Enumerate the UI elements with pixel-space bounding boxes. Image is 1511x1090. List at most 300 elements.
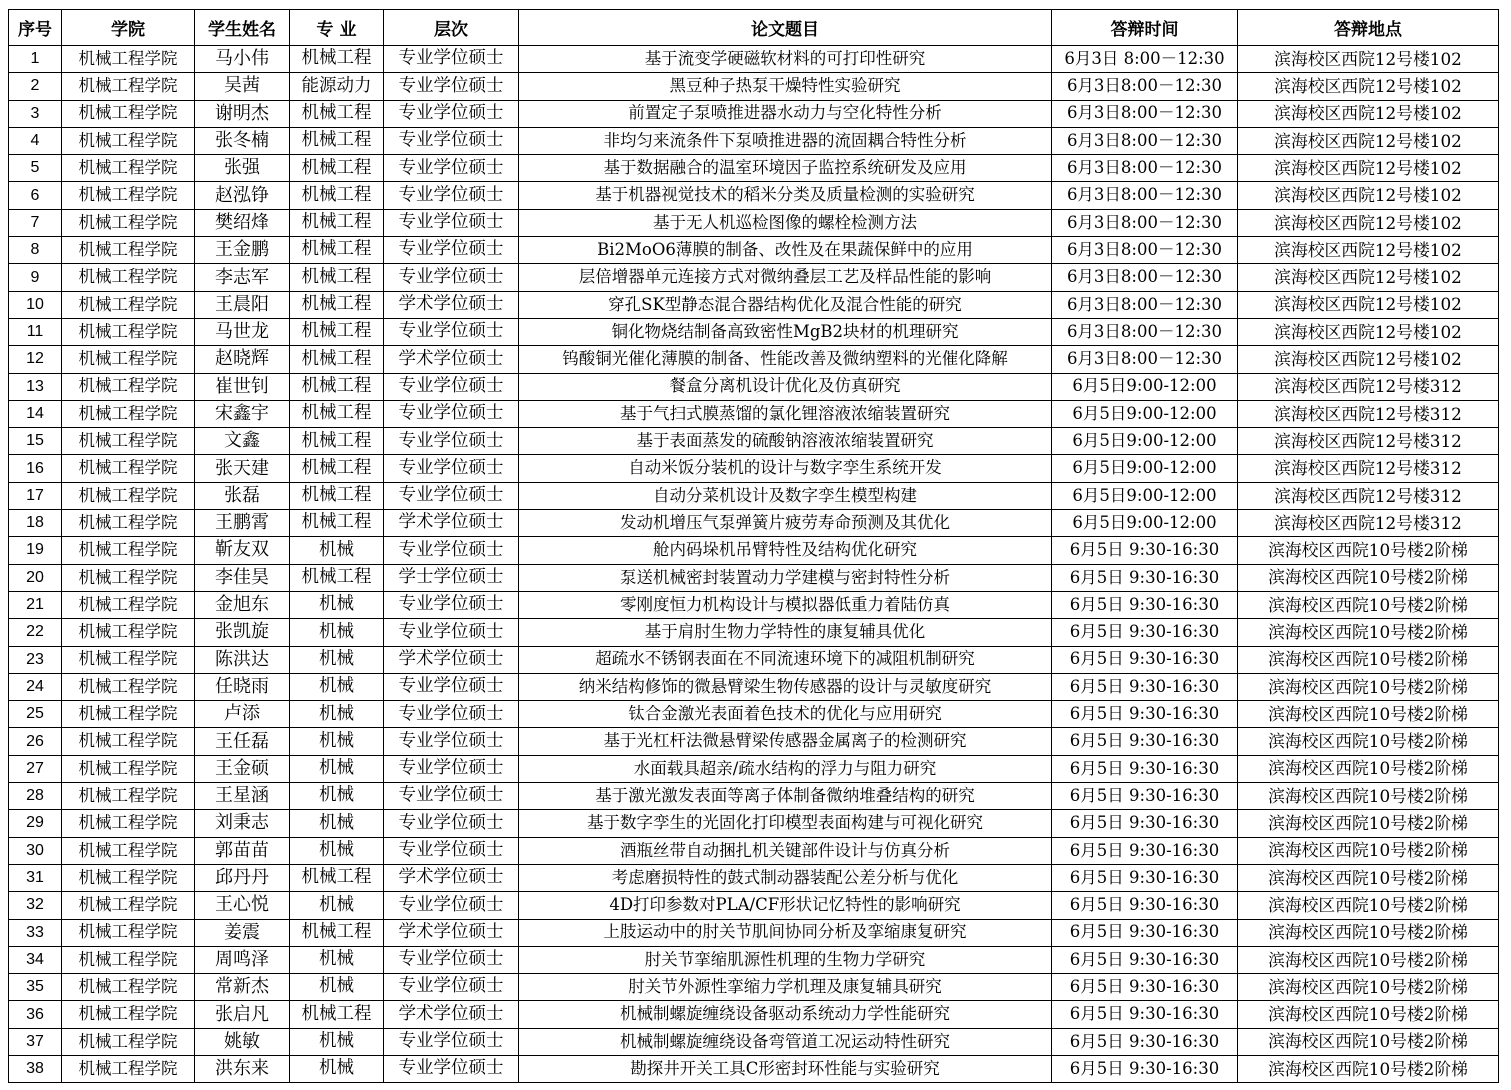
cell-defense-place: 滨海校区西院10号楼2阶梯 xyxy=(1238,701,1499,728)
cell-defense-time: 6月3日8:00－12:30 xyxy=(1052,73,1238,100)
cell-defense-time: 6月3日8:00－12:30 xyxy=(1052,237,1238,264)
cell-defense-place: 滨海校区西院10号楼2阶梯 xyxy=(1238,1001,1499,1028)
cell-level: 专业学位硕士 xyxy=(384,428,519,455)
cell-defense-place: 滨海校区西院10号楼2阶梯 xyxy=(1238,619,1499,646)
cell-college: 机械工程学院 xyxy=(62,728,195,755)
cell-college: 机械工程学院 xyxy=(62,1028,195,1055)
cell-defense-place: 滨海校区西院12号楼312 xyxy=(1238,400,1499,427)
header-place: 答辩地点 xyxy=(1238,10,1499,46)
cell-defense-time: 6月3日8:00－12:30 xyxy=(1052,100,1238,127)
cell-major: 机械 xyxy=(290,837,384,864)
cell-defense-place: 滨海校区西院12号楼102 xyxy=(1238,73,1499,100)
cell-seq: 22 xyxy=(9,619,62,646)
cell-major: 机械工程 xyxy=(290,46,384,73)
cell-level: 专业学位硕士 xyxy=(384,318,519,345)
cell-defense-place: 滨海校区西院10号楼2阶梯 xyxy=(1238,864,1499,891)
cell-student-name: 马世龙 xyxy=(195,318,290,345)
cell-major: 机械工程 xyxy=(290,919,384,946)
cell-seq: 28 xyxy=(9,783,62,810)
cell-defense-time: 6月3日8:00－12:30 xyxy=(1052,155,1238,182)
cell-thesis-title: 发动机增压气泵弹簧片疲劳寿命预测及其优化 xyxy=(519,510,1052,537)
cell-thesis-title: 基于数据融合的温室环境因子监控系统研发及应用 xyxy=(519,155,1052,182)
table-row xyxy=(9,1028,1499,1055)
table-row xyxy=(9,455,1499,482)
cell-student-name: 王任磊 xyxy=(195,728,290,755)
table-row xyxy=(9,428,1499,455)
cell-defense-time: 6月3日8:00－12:30 xyxy=(1052,127,1238,154)
cell-level: 专业学位硕士 xyxy=(384,482,519,509)
cell-college: 机械工程学院 xyxy=(62,291,195,318)
cell-seq: 21 xyxy=(9,591,62,618)
header-name: 学生姓名 xyxy=(195,10,290,46)
table-row xyxy=(9,182,1499,209)
cell-student-name: 樊绍烽 xyxy=(195,209,290,236)
cell-thesis-title: 勘探井开关工具C形密封环性能与实验研究 xyxy=(519,1055,1052,1082)
cell-major: 机械 xyxy=(290,728,384,755)
table-row xyxy=(9,619,1499,646)
cell-college: 机械工程学院 xyxy=(62,127,195,154)
cell-defense-time: 6月5日9:00-12:00 xyxy=(1052,373,1238,400)
cell-level: 学术学位硕士 xyxy=(384,1001,519,1028)
cell-thesis-title: 钛合金激光表面着色技术的优化与应用研究 xyxy=(519,701,1052,728)
cell-level: 专业学位硕士 xyxy=(384,810,519,837)
header-college: 学院 xyxy=(62,10,195,46)
cell-major: 能源动力 xyxy=(290,73,384,100)
cell-major: 机械工程 xyxy=(290,400,384,427)
cell-college: 机械工程学院 xyxy=(62,646,195,673)
cell-level: 专业学位硕士 xyxy=(384,892,519,919)
table-row xyxy=(9,810,1499,837)
cell-defense-place: 滨海校区西院10号楼2阶梯 xyxy=(1238,728,1499,755)
cell-level: 专业学位硕士 xyxy=(384,73,519,100)
cell-seq: 24 xyxy=(9,673,62,700)
cell-seq: 11 xyxy=(9,318,62,345)
cell-level: 专业学位硕士 xyxy=(384,209,519,236)
cell-college: 机械工程学院 xyxy=(62,755,195,782)
cell-defense-place: 滨海校区西院10号楼2阶梯 xyxy=(1238,783,1499,810)
cell-thesis-title: 基于表面蒸发的硫酸钠溶液浓缩装置研究 xyxy=(519,428,1052,455)
table-row xyxy=(9,482,1499,509)
cell-student-name: 靳友双 xyxy=(195,537,290,564)
cell-major: 机械工程 xyxy=(290,455,384,482)
cell-thesis-title: 非均匀来流条件下泵喷推进器的流固耦合特性分析 xyxy=(519,127,1052,154)
cell-level: 专业学位硕士 xyxy=(384,537,519,564)
cell-level: 专业学位硕士 xyxy=(384,673,519,700)
cell-level: 学术学位硕士 xyxy=(384,646,519,673)
cell-thesis-title: 肘关节挛缩肌源性机理的生物力学研究 xyxy=(519,946,1052,973)
cell-level: 学术学位硕士 xyxy=(384,291,519,318)
cell-student-name: 邱丹丹 xyxy=(195,864,290,891)
cell-student-name: 王晨阳 xyxy=(195,291,290,318)
table-row xyxy=(9,510,1499,537)
cell-college: 机械工程学院 xyxy=(62,1001,195,1028)
cell-student-name: 宋鑫宇 xyxy=(195,400,290,427)
table-row xyxy=(9,318,1499,345)
header-title: 论文题目 xyxy=(519,10,1052,46)
cell-student-name: 姜震 xyxy=(195,919,290,946)
cell-defense-time: 6月3日8:00－12:30 xyxy=(1052,264,1238,291)
cell-major: 机械 xyxy=(290,783,384,810)
cell-thesis-title: 零刚度恒力机构设计与模拟器低重力着陆仿真 xyxy=(519,591,1052,618)
cell-major: 机械工程 xyxy=(290,564,384,591)
cell-thesis-title: 4D打印参数对PLA/CF形状记忆特性的影响研究 xyxy=(519,892,1052,919)
table-row xyxy=(9,728,1499,755)
cell-defense-place: 滨海校区西院12号楼312 xyxy=(1238,428,1499,455)
cell-level: 专业学位硕士 xyxy=(384,755,519,782)
cell-thesis-title: 纳米结构修饰的微悬臂梁生物传感器的设计与灵敏度研究 xyxy=(519,673,1052,700)
cell-seq: 7 xyxy=(9,209,62,236)
table-row xyxy=(9,755,1499,782)
cell-thesis-title: Bi2MoO6薄膜的制备、改性及在果蔬保鲜中的应用 xyxy=(519,237,1052,264)
cell-defense-place: 滨海校区西院12号楼102 xyxy=(1238,155,1499,182)
cell-student-name: 张凯旋 xyxy=(195,619,290,646)
cell-student-name: 张天建 xyxy=(195,455,290,482)
table-row xyxy=(9,237,1499,264)
cell-defense-time: 6月5日 9:30-16:30 xyxy=(1052,974,1238,1001)
cell-defense-time: 6月5日 9:30-16:30 xyxy=(1052,837,1238,864)
cell-level: 专业学位硕士 xyxy=(384,1055,519,1082)
cell-college: 机械工程学院 xyxy=(62,209,195,236)
cell-thesis-title: 基于数字孪生的光固化打印模型表面构建与可视化研究 xyxy=(519,810,1052,837)
cell-student-name: 姚敏 xyxy=(195,1028,290,1055)
cell-defense-place: 滨海校区西院10号楼2阶梯 xyxy=(1238,974,1499,1001)
cell-thesis-title: 钨酸铜光催化薄膜的制备、性能改善及微纳塑料的光催化降解 xyxy=(519,346,1052,373)
cell-college: 机械工程学院 xyxy=(62,182,195,209)
cell-student-name: 王心悦 xyxy=(195,892,290,919)
cell-defense-place: 滨海校区西院10号楼2阶梯 xyxy=(1238,919,1499,946)
cell-defense-time: 6月5日9:00-12:00 xyxy=(1052,400,1238,427)
cell-defense-place: 滨海校区西院10号楼2阶梯 xyxy=(1238,810,1499,837)
table-row xyxy=(9,946,1499,973)
cell-major: 机械 xyxy=(290,810,384,837)
cell-level: 专业学位硕士 xyxy=(384,701,519,728)
cell-college: 机械工程学院 xyxy=(62,46,195,73)
table-row xyxy=(9,373,1499,400)
cell-major: 机械 xyxy=(290,974,384,1001)
cell-major: 机械 xyxy=(290,646,384,673)
cell-college: 机械工程学院 xyxy=(62,591,195,618)
cell-defense-time: 6月5日 9:30-16:30 xyxy=(1052,619,1238,646)
cell-defense-time: 6月5日 9:30-16:30 xyxy=(1052,673,1238,700)
cell-level: 专业学位硕士 xyxy=(384,127,519,154)
table-row xyxy=(9,127,1499,154)
cell-defense-place: 滨海校区西院10号楼2阶梯 xyxy=(1238,673,1499,700)
cell-student-name: 陈洪达 xyxy=(195,646,290,673)
cell-major: 机械 xyxy=(290,946,384,973)
cell-defense-place: 滨海校区西院10号楼2阶梯 xyxy=(1238,1028,1499,1055)
cell-thesis-title: 基于无人机巡检图像的螺栓检测方法 xyxy=(519,209,1052,236)
cell-defense-time: 6月5日 9:30-16:30 xyxy=(1052,864,1238,891)
cell-student-name: 金旭东 xyxy=(195,591,290,618)
cell-defense-place: 滨海校区西院10号楼2阶梯 xyxy=(1238,646,1499,673)
cell-level: 专业学位硕士 xyxy=(384,946,519,973)
cell-defense-place: 滨海校区西院12号楼102 xyxy=(1238,318,1499,345)
cell-defense-time: 6月3日8:00－12:30 xyxy=(1052,346,1238,373)
table-row xyxy=(9,46,1499,73)
cell-student-name: 张启凡 xyxy=(195,1001,290,1028)
cell-defense-place: 滨海校区西院12号楼312 xyxy=(1238,455,1499,482)
cell-level: 专业学位硕士 xyxy=(384,182,519,209)
cell-college: 机械工程学院 xyxy=(62,919,195,946)
cell-thesis-title: 水面载具超亲/疏水结构的浮力与阻力研究 xyxy=(519,755,1052,782)
cell-seq: 2 xyxy=(9,73,62,100)
cell-seq: 6 xyxy=(9,182,62,209)
cell-student-name: 文鑫 xyxy=(195,428,290,455)
table-row xyxy=(9,264,1499,291)
cell-seq: 33 xyxy=(9,919,62,946)
cell-thesis-title: 舱内码垛机吊臂特性及结构优化研究 xyxy=(519,537,1052,564)
cell-college: 机械工程学院 xyxy=(62,1055,195,1082)
cell-college: 机械工程学院 xyxy=(62,264,195,291)
cell-student-name: 常新杰 xyxy=(195,974,290,1001)
cell-student-name: 卢添 xyxy=(195,701,290,728)
cell-major: 机械 xyxy=(290,892,384,919)
table-row xyxy=(9,346,1499,373)
cell-student-name: 周鸣泽 xyxy=(195,946,290,973)
cell-seq: 25 xyxy=(9,701,62,728)
cell-thesis-title: 基于机器视觉技术的稻米分类及质量检测的实验研究 xyxy=(519,182,1052,209)
cell-thesis-title: 机械制螺旋缠绕设备弯管道工况运动特性研究 xyxy=(519,1028,1052,1055)
cell-seq: 12 xyxy=(9,346,62,373)
cell-level: 专业学位硕士 xyxy=(384,1028,519,1055)
cell-major: 机械 xyxy=(290,591,384,618)
cell-major: 机械 xyxy=(290,537,384,564)
cell-college: 机械工程学院 xyxy=(62,346,195,373)
cell-student-name: 赵晓辉 xyxy=(195,346,290,373)
table-row xyxy=(9,974,1499,1001)
table-row xyxy=(9,783,1499,810)
cell-defense-place: 滨海校区西院12号楼102 xyxy=(1238,264,1499,291)
cell-major: 机械工程 xyxy=(290,864,384,891)
cell-seq: 36 xyxy=(9,1001,62,1028)
cell-thesis-title: 肘关节外源性挛缩力学机理及康复辅具研究 xyxy=(519,974,1052,1001)
cell-student-name: 张磊 xyxy=(195,482,290,509)
cell-defense-place: 滨海校区西院10号楼2阶梯 xyxy=(1238,537,1499,564)
cell-defense-place: 滨海校区西院12号楼102 xyxy=(1238,182,1499,209)
cell-level: 专业学位硕士 xyxy=(384,455,519,482)
cell-student-name: 王星涵 xyxy=(195,783,290,810)
cell-level: 专业学位硕士 xyxy=(384,974,519,1001)
cell-college: 机械工程学院 xyxy=(62,701,195,728)
cell-level: 学术学位硕士 xyxy=(384,346,519,373)
cell-defense-time: 6月5日9:00-12:00 xyxy=(1052,428,1238,455)
cell-seq: 23 xyxy=(9,646,62,673)
cell-seq: 14 xyxy=(9,400,62,427)
cell-level: 学术学位硕士 xyxy=(384,919,519,946)
cell-seq: 8 xyxy=(9,237,62,264)
cell-thesis-title: 机械制螺旋缠绕设备驱动系统动力学性能研究 xyxy=(519,1001,1052,1028)
cell-seq: 37 xyxy=(9,1028,62,1055)
table-body xyxy=(9,46,1499,1083)
cell-student-name: 王鹏霄 xyxy=(195,510,290,537)
cell-seq: 38 xyxy=(9,1055,62,1082)
cell-defense-time: 6月5日 9:30-16:30 xyxy=(1052,919,1238,946)
cell-college: 机械工程学院 xyxy=(62,673,195,700)
cell-level: 专业学位硕士 xyxy=(384,237,519,264)
cell-level: 专业学位硕士 xyxy=(384,783,519,810)
cell-level: 学术学位硕士 xyxy=(384,864,519,891)
cell-college: 机械工程学院 xyxy=(62,783,195,810)
cell-defense-time: 6月3日8:00－12:30 xyxy=(1052,182,1238,209)
cell-defense-time: 6月3日8:00－12:30 xyxy=(1052,291,1238,318)
cell-seq: 32 xyxy=(9,892,62,919)
table-row xyxy=(9,892,1499,919)
cell-defense-time: 6月5日 9:30-16:30 xyxy=(1052,701,1238,728)
cell-thesis-title: 自动分菜机设计及数字孪生模型构建 xyxy=(519,482,1052,509)
table-row xyxy=(9,701,1499,728)
cell-college: 机械工程学院 xyxy=(62,810,195,837)
table-row xyxy=(9,673,1499,700)
cell-thesis-title: 前置定子泵喷推进器水动力与空化特性分析 xyxy=(519,100,1052,127)
cell-student-name: 李佳昊 xyxy=(195,564,290,591)
cell-major: 机械工程 xyxy=(290,100,384,127)
defense-schedule-table xyxy=(8,9,1499,1083)
cell-major: 机械工程 xyxy=(290,155,384,182)
cell-college: 机械工程学院 xyxy=(62,318,195,345)
cell-major: 机械 xyxy=(290,1055,384,1082)
cell-level: 专业学位硕士 xyxy=(384,264,519,291)
cell-college: 机械工程学院 xyxy=(62,155,195,182)
cell-thesis-title: 基于气扫式膜蒸馏的氯化锂溶液浓缩装置研究 xyxy=(519,400,1052,427)
cell-seq: 1 xyxy=(9,46,62,73)
table-row xyxy=(9,155,1499,182)
cell-level: 专业学位硕士 xyxy=(384,728,519,755)
cell-student-name: 吴茜 xyxy=(195,73,290,100)
cell-major: 机械工程 xyxy=(290,264,384,291)
cell-level: 专业学位硕士 xyxy=(384,155,519,182)
cell-college: 机械工程学院 xyxy=(62,373,195,400)
cell-thesis-title: 铜化物烧结制备高致密性MgB2块材的机理研究 xyxy=(519,318,1052,345)
cell-seq: 13 xyxy=(9,373,62,400)
header-major: 专 业 xyxy=(290,10,384,46)
cell-defense-time: 6月5日 9:30-16:30 xyxy=(1052,946,1238,973)
cell-seq: 19 xyxy=(9,537,62,564)
cell-defense-time: 6月5日 9:30-16:30 xyxy=(1052,810,1238,837)
table-row xyxy=(9,73,1499,100)
cell-seq: 10 xyxy=(9,291,62,318)
cell-college: 机械工程学院 xyxy=(62,455,195,482)
cell-defense-time: 6月5日9:00-12:00 xyxy=(1052,455,1238,482)
table-header xyxy=(9,10,1499,46)
table-row xyxy=(9,646,1499,673)
cell-defense-time: 6月5日 9:30-16:30 xyxy=(1052,1001,1238,1028)
cell-college: 机械工程学院 xyxy=(62,100,195,127)
cell-defense-time: 6月5日 9:30-16:30 xyxy=(1052,564,1238,591)
cell-seq: 3 xyxy=(9,100,62,127)
cell-major: 机械工程 xyxy=(290,127,384,154)
cell-student-name: 李志军 xyxy=(195,264,290,291)
cell-defense-time: 6月5日 9:30-16:30 xyxy=(1052,646,1238,673)
cell-defense-place: 滨海校区西院12号楼312 xyxy=(1238,482,1499,509)
cell-level: 专业学位硕士 xyxy=(384,619,519,646)
cell-defense-place: 滨海校区西院12号楼102 xyxy=(1238,209,1499,236)
table-row xyxy=(9,400,1499,427)
cell-major: 机械工程 xyxy=(290,510,384,537)
cell-student-name: 马小伟 xyxy=(195,46,290,73)
cell-defense-time: 6月3日8:00－12:30 xyxy=(1052,318,1238,345)
cell-college: 机械工程学院 xyxy=(62,537,195,564)
cell-major: 机械工程 xyxy=(290,182,384,209)
cell-major: 机械工程 xyxy=(290,373,384,400)
cell-defense-time: 6月5日 9:30-16:30 xyxy=(1052,537,1238,564)
table-row xyxy=(9,537,1499,564)
cell-student-name: 洪东来 xyxy=(195,1055,290,1082)
cell-college: 机械工程学院 xyxy=(62,619,195,646)
cell-thesis-title: 超疏水不锈钢表面在不同流速环境下的减阻机制研究 xyxy=(519,646,1052,673)
cell-student-name: 刘秉志 xyxy=(195,810,290,837)
cell-thesis-title: 层倍增器单元连接方式对微纳叠层工艺及样品性能的影响 xyxy=(519,264,1052,291)
table-row xyxy=(9,291,1499,318)
cell-defense-place: 滨海校区西院12号楼102 xyxy=(1238,46,1499,73)
cell-seq: 29 xyxy=(9,810,62,837)
cell-thesis-title: 穿孔SK型静态混合器结构优化及混合性能的研究 xyxy=(519,291,1052,318)
cell-level: 专业学位硕士 xyxy=(384,46,519,73)
table-row xyxy=(9,591,1499,618)
cell-defense-time: 6月5日 9:30-16:30 xyxy=(1052,1055,1238,1082)
cell-defense-place: 滨海校区西院12号楼312 xyxy=(1238,510,1499,537)
cell-level: 专业学位硕士 xyxy=(384,591,519,618)
cell-thesis-title: 基于肩肘生物力学特性的康复辅具优化 xyxy=(519,619,1052,646)
cell-defense-place: 滨海校区西院12号楼312 xyxy=(1238,373,1499,400)
table-row xyxy=(9,1055,1499,1082)
cell-seq: 17 xyxy=(9,482,62,509)
cell-defense-place: 滨海校区西院10号楼2阶梯 xyxy=(1238,591,1499,618)
cell-level: 学术学位硕士 xyxy=(384,510,519,537)
cell-defense-time: 6月5日9:00-12:00 xyxy=(1052,510,1238,537)
cell-college: 机械工程学院 xyxy=(62,564,195,591)
cell-defense-place: 滨海校区西院12号楼102 xyxy=(1238,291,1499,318)
header-level: 层次 xyxy=(384,10,519,46)
cell-defense-time: 6月5日 9:30-16:30 xyxy=(1052,755,1238,782)
cell-defense-place: 滨海校区西院12号楼102 xyxy=(1238,346,1499,373)
table-row xyxy=(9,564,1499,591)
cell-college: 机械工程学院 xyxy=(62,73,195,100)
cell-major: 机械 xyxy=(290,673,384,700)
cell-thesis-title: 基于流变学硬磁软材料的可打印性研究 xyxy=(519,46,1052,73)
cell-major: 机械工程 xyxy=(290,482,384,509)
cell-seq: 9 xyxy=(9,264,62,291)
cell-major: 机械工程 xyxy=(290,318,384,345)
cell-defense-place: 滨海校区西院10号楼2阶梯 xyxy=(1238,1055,1499,1082)
table-row xyxy=(9,100,1499,127)
cell-college: 机械工程学院 xyxy=(62,946,195,973)
cell-major: 机械工程 xyxy=(290,428,384,455)
cell-student-name: 张冬楠 xyxy=(195,127,290,154)
header-seq: 序号 xyxy=(9,10,62,46)
cell-defense-time: 6月5日 9:30-16:30 xyxy=(1052,1028,1238,1055)
cell-seq: 27 xyxy=(9,755,62,782)
cell-college: 机械工程学院 xyxy=(62,400,195,427)
table-row xyxy=(9,837,1499,864)
cell-seq: 5 xyxy=(9,155,62,182)
cell-major: 机械工程 xyxy=(290,346,384,373)
cell-seq: 26 xyxy=(9,728,62,755)
cell-defense-time: 6月5日 9:30-16:30 xyxy=(1052,783,1238,810)
cell-defense-place: 滨海校区西院12号楼102 xyxy=(1238,100,1499,127)
cell-defense-place: 滨海校区西院12号楼102 xyxy=(1238,127,1499,154)
cell-thesis-title: 基于激光激发表面等离子体制备微纳堆叠结构的研究 xyxy=(519,783,1052,810)
cell-student-name: 赵泓铮 xyxy=(195,182,290,209)
cell-major: 机械 xyxy=(290,619,384,646)
cell-thesis-title: 泵送机械密封装置动力学建模与密封特性分析 xyxy=(519,564,1052,591)
cell-seq: 31 xyxy=(9,864,62,891)
cell-major: 机械工程 xyxy=(290,237,384,264)
cell-defense-time: 6月3日8:00－12:30 xyxy=(1052,209,1238,236)
cell-seq: 16 xyxy=(9,455,62,482)
cell-level: 专业学位硕士 xyxy=(384,100,519,127)
header-row xyxy=(9,10,1499,46)
cell-seq: 35 xyxy=(9,974,62,1001)
